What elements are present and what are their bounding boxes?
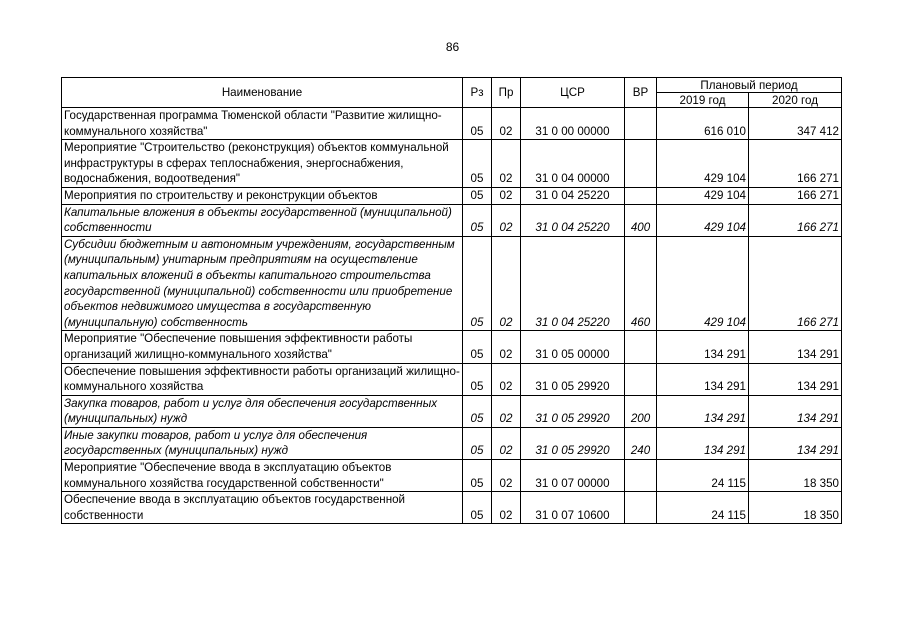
cell-csr: 31 0 04 00000 [521, 140, 625, 188]
cell-csr: 31 0 05 29920 [521, 395, 625, 427]
cell-2019: 429 104 [657, 140, 749, 188]
cell-name: Мероприятия по строительству и реконструкции объектов [62, 187, 463, 204]
cell-pr: 02 [492, 108, 521, 140]
cell-rz: 05 [463, 363, 492, 395]
cell-csr: 31 0 05 29920 [521, 363, 625, 395]
table-row [62, 427, 842, 459]
table-body [62, 108, 842, 524]
cell-name: Мероприятие "Обеспечение повышения эффективности работы организаций жилищно-коммунального хозяйства" [62, 331, 463, 363]
header-rz: Рз [463, 78, 492, 108]
cell-vr: 460 [625, 236, 657, 331]
cell-2020: 134 291 [749, 395, 842, 427]
cell-pr: 02 [492, 427, 521, 459]
table-row [62, 187, 842, 204]
cell-2019: 429 104 [657, 236, 749, 331]
cell-2020: 134 291 [749, 331, 842, 363]
cell-name: Капитальные вложения в объекты государственной (муниципальной) собственности [62, 204, 463, 236]
cell-rz: 05 [463, 331, 492, 363]
cell-csr: 31 0 04 25220 [521, 204, 625, 236]
cell-vr: 200 [625, 395, 657, 427]
cell-vr [625, 140, 657, 188]
cell-csr: 31 0 05 29920 [521, 427, 625, 459]
cell-pr: 02 [492, 140, 521, 188]
table-row [62, 395, 842, 427]
cell-vr [625, 331, 657, 363]
header-pr: Пр [492, 78, 521, 108]
cell-2020: 166 271 [749, 187, 842, 204]
cell-rz: 05 [463, 395, 492, 427]
page-number: 86 [445, 40, 460, 54]
budget-table [61, 77, 842, 524]
cell-vr: 240 [625, 427, 657, 459]
cell-csr: 31 0 05 00000 [521, 331, 625, 363]
header-2020: 2020 год [749, 93, 842, 108]
cell-pr: 02 [492, 395, 521, 427]
cell-csr: 31 0 04 25220 [521, 187, 625, 204]
cell-pr: 02 [492, 460, 521, 492]
table-row [62, 460, 842, 492]
header-planned-period: Плановый период [657, 78, 842, 93]
cell-pr: 02 [492, 204, 521, 236]
cell-pr: 02 [492, 236, 521, 331]
cell-2019: 134 291 [657, 363, 749, 395]
cell-name: Обеспечение повышения эффективности работы организаций жилищно-коммунального хозяйства [62, 363, 463, 395]
cell-2019: 134 291 [657, 395, 749, 427]
cell-csr: 31 0 07 00000 [521, 460, 625, 492]
cell-pr: 02 [492, 187, 521, 204]
cell-csr: 31 0 00 00000 [521, 108, 625, 140]
table-row [62, 492, 842, 524]
cell-2019: 134 291 [657, 427, 749, 459]
cell-2019: 616 010 [657, 108, 749, 140]
cell-vr [625, 187, 657, 204]
cell-pr: 02 [492, 363, 521, 395]
header-csr: ЦСР [521, 78, 625, 108]
cell-2019: 24 115 [657, 492, 749, 524]
cell-rz: 05 [463, 460, 492, 492]
cell-2020: 134 291 [749, 427, 842, 459]
cell-name: Мероприятие "Обеспечение ввода в эксплуатацию объектов коммунального хозяйства государственной собственности" [62, 460, 463, 492]
cell-vr [625, 492, 657, 524]
cell-name: Государственная программа Тюменской области "Развитие жилищно-коммунального хозяйства" [62, 108, 463, 140]
cell-vr [625, 108, 657, 140]
cell-rz: 05 [463, 187, 492, 204]
table-row [62, 363, 842, 395]
cell-2020: 18 350 [749, 492, 842, 524]
cell-2020: 166 271 [749, 140, 842, 188]
cell-name: Мероприятие "Строительство (реконструкция) объектов коммунальной инфраструктуры в сферах теплоснабжения, энергоснабжения, водоснабжения, водоотведения" [62, 140, 463, 188]
cell-csr: 31 0 04 25220 [521, 236, 625, 331]
table-row [62, 108, 842, 140]
cell-name: Закупка товаров, работ и услуг для обеспечения государственных (муниципальных) нужд [62, 395, 463, 427]
cell-rz: 05 [463, 236, 492, 331]
cell-rz: 05 [463, 140, 492, 188]
cell-2020: 134 291 [749, 363, 842, 395]
table-row [62, 204, 842, 236]
header-2019: 2019 год [657, 93, 749, 108]
cell-rz: 05 [463, 204, 492, 236]
cell-vr [625, 460, 657, 492]
cell-name: Иные закупки товаров, работ и услуг для обеспечения государственных (муниципальных) нужд [62, 427, 463, 459]
cell-vr [625, 363, 657, 395]
cell-csr: 31 0 07 10600 [521, 492, 625, 524]
cell-name: Субсидии бюджетным и автономным учреждениям, государственным (муниципальным) унитарным предприятиям на осуществление капитальных вложений в объекты капитального строительства государственной (муниципальной) собственности или приобретение объектов недвижимого имущества в государственную (муниципальную) собственность [62, 236, 463, 331]
cell-pr: 02 [492, 331, 521, 363]
header-vr: ВР [625, 78, 657, 108]
header-name: Наименование [62, 78, 463, 108]
cell-2019: 134 291 [657, 331, 749, 363]
cell-rz: 05 [463, 108, 492, 140]
table-row [62, 236, 842, 331]
table-row [62, 331, 842, 363]
cell-2019: 429 104 [657, 204, 749, 236]
cell-2020: 347 412 [749, 108, 842, 140]
cell-name: Обеспечение ввода в эксплуатацию объектов государственной собственности [62, 492, 463, 524]
cell-vr: 400 [625, 204, 657, 236]
cell-2019: 429 104 [657, 187, 749, 204]
cell-2020: 166 271 [749, 204, 842, 236]
cell-2020: 166 271 [749, 236, 842, 331]
cell-2019: 24 115 [657, 460, 749, 492]
cell-rz: 05 [463, 427, 492, 459]
cell-pr: 02 [492, 492, 521, 524]
table-row [62, 140, 842, 188]
cell-rz: 05 [463, 492, 492, 524]
cell-2020: 18 350 [749, 460, 842, 492]
